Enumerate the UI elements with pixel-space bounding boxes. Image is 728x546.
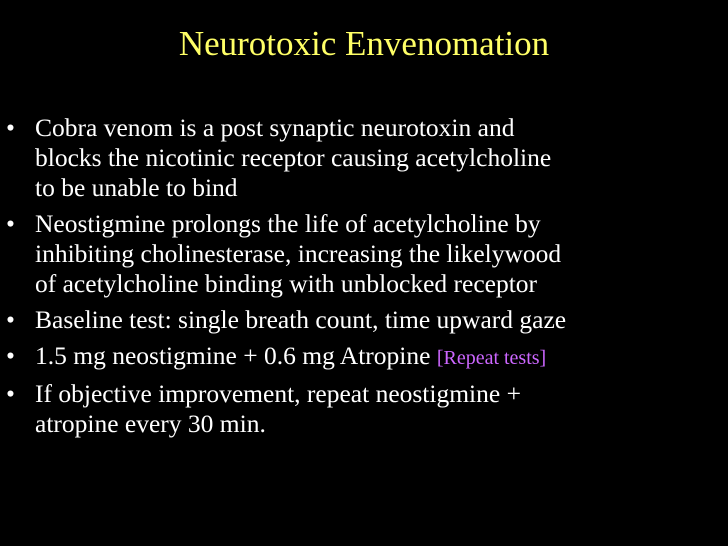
bullet-item — [6, 379, 722, 439]
bullet-dot-icon: • — [6, 305, 15, 334]
bullet-line: of acetylcholine binding with unblocked receptor — [35, 269, 538, 298]
bullet-item — [6, 209, 722, 299]
bullet-line: blocks the nicotinic receptor causing acetylcholine — [35, 143, 552, 172]
bullet-line: If objective improvement, repeat neostigmine + — [35, 379, 521, 408]
bullet-item — [6, 305, 722, 335]
bullet-dot-icon: • — [6, 341, 15, 370]
bullet-line: inhibiting cholinesterase, increasing the likelywood — [35, 239, 562, 268]
bullet-line-text: 1.5 mg neostigmine + 0.6 mg Atropine — [35, 341, 431, 370]
bullet-list — [6, 113, 722, 445]
bullet-dot-icon: • — [6, 113, 15, 142]
bullet-line: to be unable to bind — [35, 173, 238, 202]
bullet-dot-icon: • — [6, 379, 15, 408]
slide-title: Neurotoxic Envenomation — [178, 24, 550, 63]
bullet-line: Baseline test: single breath count, time upward gaze — [35, 305, 567, 334]
repeat-tests-note: [Repeat tests] — [436, 347, 547, 369]
bullet-line: Cobra venom is a post synaptic neurotoxin and — [35, 113, 515, 142]
bullet-line — [35, 341, 722, 373]
bullet-line: Neostigmine prolongs the life of acetylcholine by — [35, 209, 541, 238]
bullet-dot-icon: • — [6, 209, 15, 238]
bullet-line: atropine every 30 min. — [35, 409, 266, 438]
bullet-item — [6, 341, 722, 373]
bullet-item — [6, 113, 722, 203]
